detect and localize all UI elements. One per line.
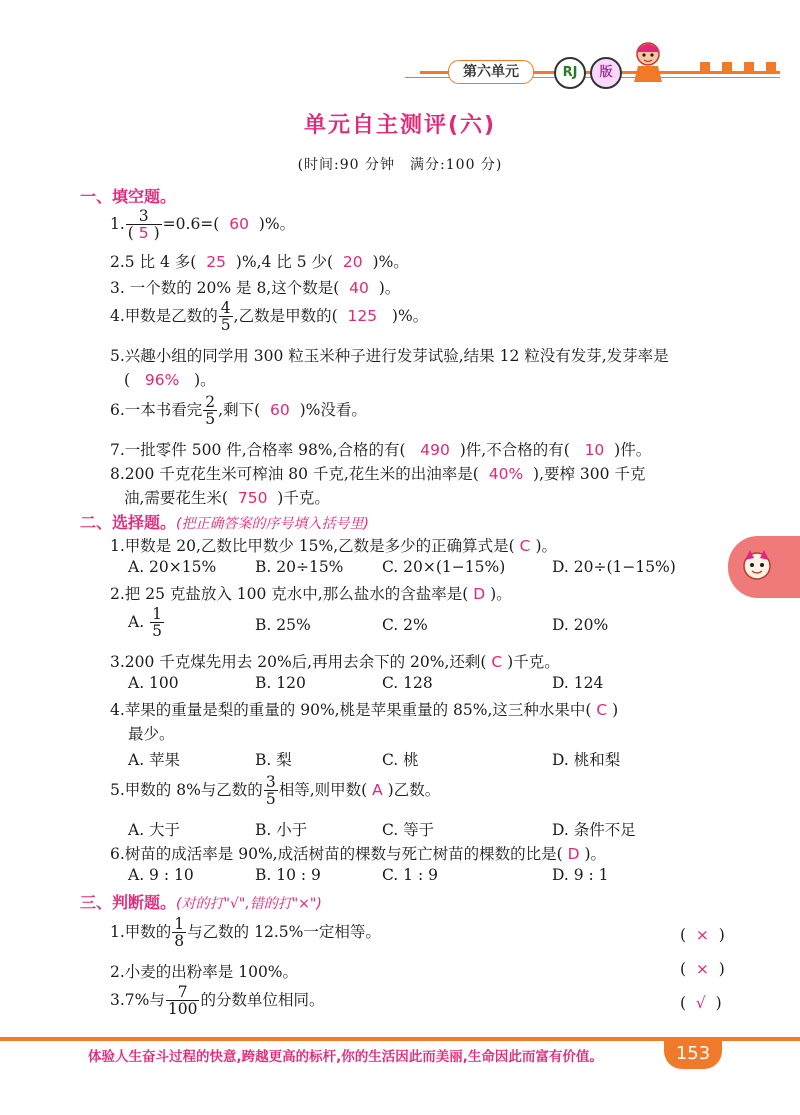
- question: 8.200 千克花生米可榨油 80 千克,花生米的出油率是( 40% ),要榨 300 千克: [110, 465, 646, 483]
- section-heading: 一、填空题。: [80, 187, 177, 206]
- question: 3. 一个数的 20% 是 8,这个数是( 40 )。: [110, 279, 401, 297]
- edition-badge-rj: RJ: [554, 57, 586, 89]
- section-heading: 三、判断题。(对的打"√",错的打"×"): [80, 893, 322, 912]
- option: B. 25%: [255, 616, 311, 634]
- answer: D: [473, 585, 486, 603]
- answer: C: [596, 701, 608, 719]
- header-deco-square: [700, 62, 710, 72]
- option: B. 小于: [255, 821, 308, 839]
- option: C. 桃: [382, 751, 419, 769]
- answer: ×: [695, 926, 709, 944]
- question: 2.把 25 克盐放入 100 克水中,那么盐水的含盐率是( D )。: [110, 585, 512, 603]
- fraction: $\frac{2}{5}$: [205, 393, 216, 429]
- fraction: $\frac{3}{5}$: [265, 773, 276, 809]
- question: 1. $\frac{3}{( 5 )}$ =0.6=( 60 )%。: [110, 207, 296, 243]
- question: 7.一批零件 500 件,合格率 98%,合格的有( 490 )件,不合格的有( 10 )件。: [110, 441, 652, 459]
- answer: 5: [138, 224, 149, 243]
- option: D. 124: [552, 674, 604, 692]
- question: 3.7%与 $\frac{7}{100}$ 的分数单位相同。: [110, 983, 325, 1019]
- answer: 40: [349, 279, 369, 297]
- answer: 60: [229, 214, 249, 233]
- mascot-icon: [628, 40, 668, 84]
- answer: D: [567, 845, 580, 863]
- option: A. $\frac{1}{5}$: [128, 605, 162, 641]
- answer: A: [372, 780, 383, 799]
- option: C. 128: [382, 674, 433, 692]
- option: B. 梨: [255, 751, 292, 769]
- fraction: $\frac{1}{8}$: [174, 915, 185, 951]
- section-note: (对的打"√",错的打"×"): [176, 896, 322, 912]
- question: 4.苹果的重量是梨的重量的 90%,桃是苹果重量的 85%,这三种水果中( C ): [110, 701, 619, 719]
- answer: 60: [270, 400, 290, 419]
- header-deco-square: [766, 62, 776, 72]
- option: B. 120: [255, 674, 306, 692]
- option: D. 9 : 1: [552, 866, 609, 884]
- question: 5.甲数的 8%与乙数的 $\frac{3}{5}$ 相等,则甲数( A )乙数。: [110, 773, 441, 809]
- mascot-face-icon: [740, 548, 774, 582]
- option: C. 2%: [382, 616, 428, 634]
- option: D. 条件不足: [552, 821, 636, 839]
- fraction: $\frac{4}{5}$: [220, 299, 231, 335]
- question-continuation: 最少。: [128, 725, 175, 743]
- question: 3.200 千克煤先用去 20%后,再用去余下的 20%,还剩( C )千克。: [110, 653, 560, 671]
- judgement-mark: ( × ): [680, 926, 725, 944]
- question: 1.甲数是 20,乙数比甲数少 15%,乙数是多少的正确算式是( C )。: [110, 537, 557, 555]
- option: C. 等于: [382, 821, 435, 839]
- option: C. 20×(1−15%): [382, 558, 506, 576]
- fraction: $\frac{3}{( 5 )}$: [127, 207, 160, 243]
- question: 6.一本书看完 $\frac{2}{5}$ ,剩下( 60 )%没看。: [110, 393, 367, 429]
- option: A. 20×15%: [128, 558, 217, 576]
- answer: 25: [206, 253, 226, 271]
- option: A. 100: [128, 674, 179, 692]
- test-info: (时间:90 分钟 满分:100 分): [297, 157, 503, 173]
- question: 4.甲数是乙数的 $\frac{4}{5}$ ,乙数是甲数的( 125 )%。: [110, 299, 429, 335]
- answer: 40%: [488, 465, 524, 483]
- option: A. 大于: [128, 821, 181, 839]
- page-title: 单元自主测评(六): [303, 113, 497, 138]
- answer: √: [695, 994, 706, 1012]
- question: 2.5 比 4 多( 25 )%,4 比 5 少( 20 )%。: [110, 253, 409, 271]
- option: B. 10 : 9: [255, 866, 321, 884]
- answer: 490: [420, 441, 450, 459]
- question-continuation: ( 96% )。: [124, 371, 216, 389]
- option: B. 20÷15%: [255, 558, 344, 576]
- answer: 20: [342, 253, 363, 271]
- option: D. 20÷(1−15%): [552, 558, 676, 576]
- footer-motto: 体验人生奋斗过程的快意,跨越更高的标杆,你的生活因此而美丽,生命因此而富有价值。: [88, 1049, 603, 1065]
- answer: 750: [237, 489, 268, 507]
- option: A. 9 : 10: [128, 866, 194, 884]
- section-note: (把正确答案的序号填入括号里): [176, 516, 369, 532]
- answer: 125: [347, 306, 378, 325]
- judgement-mark: ( √ ): [680, 994, 722, 1012]
- option: D. 20%: [552, 616, 609, 634]
- question: 1.甲数的 $\frac{1}{8}$ 与乙数的 12.5%一定相等。: [110, 915, 381, 951]
- option: C. 1 : 9: [382, 866, 438, 884]
- judgement-mark: ( × ): [680, 960, 725, 978]
- question: 6.树苗的成活率是 90%,成活树苗的棵数与死亡树苗的棵数的比是( D )。: [110, 845, 607, 863]
- question-continuation: 油,需要花生米( 750 )千克。: [124, 489, 330, 507]
- header-deco-square: [722, 62, 732, 72]
- question: 2.小麦的出粉率是 100%。: [110, 963, 299, 981]
- answer: 96%: [144, 371, 180, 389]
- option: D. 桃和梨: [552, 751, 621, 769]
- section-heading: 二、选择题。(把正确答案的序号填入括号里): [80, 513, 369, 532]
- fraction: $\frac{1}{5}$: [152, 605, 162, 641]
- option: A. 苹果: [128, 751, 181, 769]
- fraction: $\frac{7}{100}$: [167, 983, 198, 1019]
- edition-badge-ban: 版: [590, 57, 622, 89]
- answer: ×: [695, 960, 709, 978]
- header-deco-square: [744, 62, 754, 72]
- answer: C: [491, 653, 503, 671]
- answer: 10: [584, 441, 605, 459]
- page-number: 153: [664, 1039, 722, 1069]
- question: 5.兴趣小组的同学用 300 粒玉米种子进行发芽试验,结果 12 粒没有发芽,发芽率是: [110, 347, 669, 365]
- unit-label: 第六单元: [448, 60, 534, 84]
- answer: C: [519, 537, 531, 555]
